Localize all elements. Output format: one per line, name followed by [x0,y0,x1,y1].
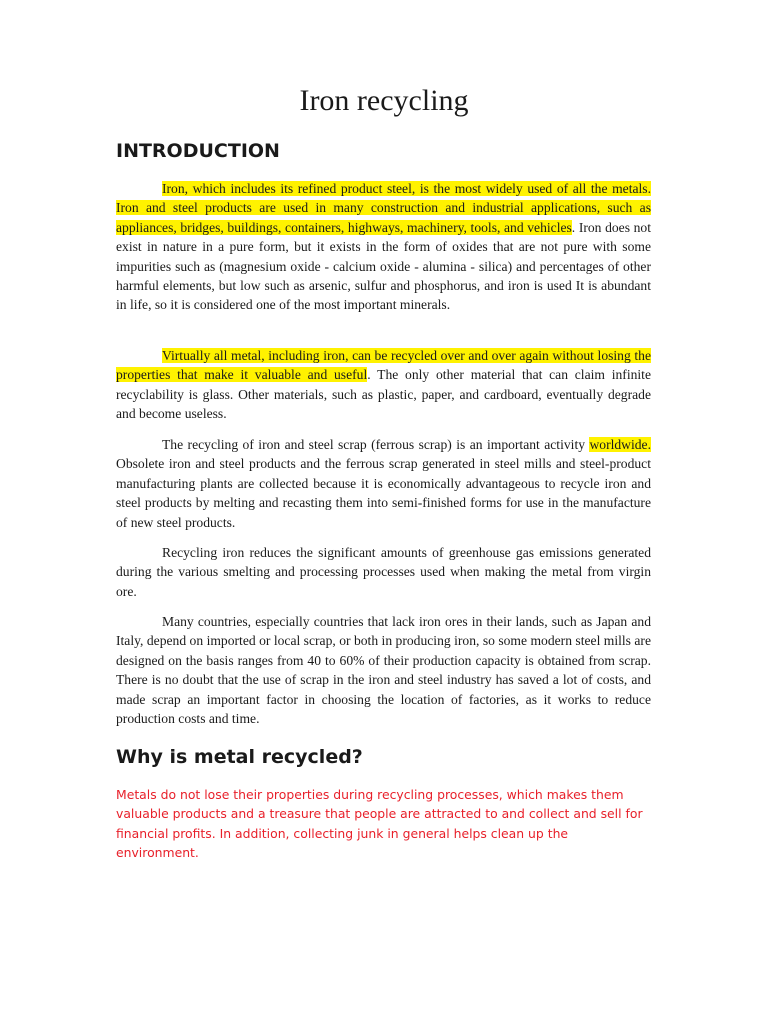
body-text: Recycling iron reduces the significant amounts of greenhouse gas emissions generated during the various smelting and processing processes used when making the metal from virgin ore. [116,545,651,599]
paragraph-2 [116,346,651,424]
highlighted-text: Virtually all metal, including iron, can be recycled over and over again without losing the properties that make it valuable and useful [116,348,651,383]
document-title: Iron recycling [299,84,469,117]
introduction-heading: INTRODUCTION [116,140,280,162]
paragraph-4 [116,543,651,601]
body-text: Obsolete iron and steel products and the ferrous scrap generated in steel mills and steel-product manufacturing plants are collected because it is economically advantageous to recycle iron and steel products by melting and recasting them into semi-finished forms for use in the manufacture of new steel products. [116,456,651,530]
paragraph-5 [116,612,651,728]
body-text: The recycling of iron and steel scrap (ferrous scrap) is an important activity [162,437,590,452]
body-text: Many countries, especially countries that lack iron ores in their lands, such as Japan and Italy, depend on imported or local scrap, or both in producing iron, so some modern steel mills are designed on the basis ranges from 40 to 60% of their production capacity is obtained from scrap. There is no doubt that the use of scrap in the iron and steel industry has saved a lot of costs, and made scrap an important factor in choosing the location of factories, as it works to reduce production costs and time. [116,614,651,727]
highlighted-text: Iron, which includes its refined product steel, is the most widely used of all the metals. Iron and steel products are used in many construction and industrial applications, such as appliances, bridges, buildings, containers, highways, machinery, tools, and vehicles [116,181,651,235]
paragraph-3 [116,435,651,532]
body-text: . Iron does not exist in nature in a pure form, but it exists in the form of oxides that are not pure with some impurities such as (magnesium oxide - calcium oxide - alumina - silica) and percentages of other harmful elements, but low such as arsenic, sulfur and phosphorus, and iron is used It is abundant in life, so it is considered one of the most important minerals. [116,219,651,313]
why-recycled-heading: Why is metal recycled? [116,746,363,768]
body-text: . The only other material that can claim infinite recyclability is glass. Other materials, such as plastic, paper, and cardboard, eventually degrade and become useless. [116,367,651,422]
highlighted-text: worldwide. [589,437,651,452]
paragraph-red: Metals do not lose their properties during recycling processes, which makes them valuable products and a treasure that people are attracted to and collect and sell for financial profits. In addition, collecting junk in general helps clean up the environment. [116,787,643,861]
paragraph-1 [116,179,651,315]
